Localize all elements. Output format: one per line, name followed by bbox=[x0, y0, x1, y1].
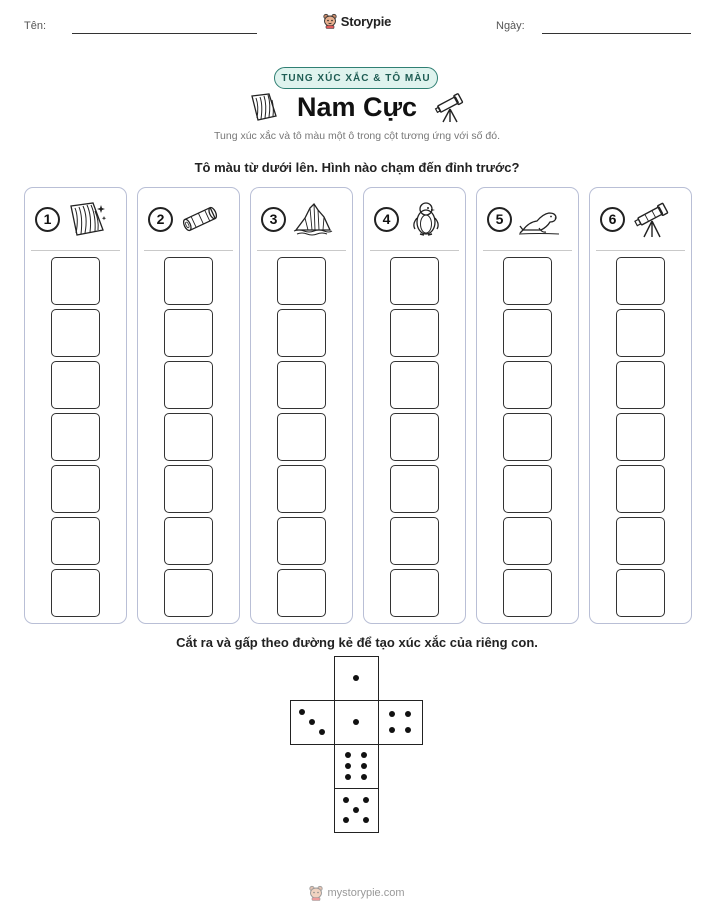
die-pip bbox=[353, 719, 359, 725]
color-cell[interactable] bbox=[277, 309, 326, 357]
number-badge: 4 bbox=[374, 207, 399, 232]
color-cell[interactable] bbox=[51, 257, 100, 305]
column-divider bbox=[596, 250, 685, 251]
color-cell[interactable] bbox=[390, 309, 439, 357]
die-pip bbox=[309, 719, 315, 725]
cell-stack bbox=[503, 257, 552, 621]
color-cell[interactable] bbox=[390, 413, 439, 461]
color-cell[interactable] bbox=[616, 569, 665, 617]
cut-instruction: Cắt ra và gấp theo đường kẻ để tạo xúc xắc của riêng con. bbox=[176, 635, 538, 650]
number-badge: 3 bbox=[261, 207, 286, 232]
die-pip bbox=[361, 752, 367, 758]
cell-stack bbox=[51, 257, 100, 621]
iceberg-icon bbox=[293, 200, 333, 238]
die-pip bbox=[343, 797, 349, 803]
penguin-icon bbox=[406, 200, 446, 238]
name-label: Tên: bbox=[24, 20, 47, 32]
color-cell[interactable] bbox=[503, 361, 552, 409]
die-pip bbox=[363, 817, 369, 823]
color-cell[interactable] bbox=[503, 517, 552, 565]
name-line[interactable] bbox=[72, 33, 257, 34]
column-3 bbox=[250, 187, 353, 624]
telescope-icon bbox=[433, 90, 467, 124]
die-pip bbox=[343, 817, 349, 823]
die-pip bbox=[389, 711, 395, 717]
die-pip bbox=[319, 729, 325, 735]
die-face-5 bbox=[334, 788, 379, 833]
die-pip bbox=[389, 727, 395, 733]
number-badge: 1 bbox=[35, 207, 60, 232]
color-cell[interactable] bbox=[503, 465, 552, 513]
color-cell[interactable] bbox=[164, 257, 213, 305]
subtitle: Tung xúc xắc và tô màu một ô trong cột tương ứng với số đó. bbox=[214, 130, 500, 142]
column-divider bbox=[370, 250, 459, 251]
footer-url[interactable]: mystorypie.com bbox=[327, 887, 405, 899]
die-pip bbox=[405, 727, 411, 733]
storypie-logo-icon bbox=[323, 13, 337, 29]
glacier-icon bbox=[67, 200, 107, 238]
column-4 bbox=[363, 187, 466, 624]
cell-stack bbox=[164, 257, 213, 621]
color-cell[interactable] bbox=[390, 361, 439, 409]
color-cell[interactable] bbox=[616, 257, 665, 305]
die-pip bbox=[299, 709, 305, 715]
activity-tag: TUNG XÚC XẮC & TÔ MÀU bbox=[274, 67, 438, 89]
instruction: Tô màu từ dưới lên. Hình nào chạm đến đỉnh trước? bbox=[194, 160, 520, 175]
glacier-icon bbox=[247, 90, 281, 124]
die-face-6 bbox=[334, 744, 379, 789]
color-cell[interactable] bbox=[503, 569, 552, 617]
seal-icon bbox=[519, 200, 559, 238]
color-cell[interactable] bbox=[616, 465, 665, 513]
column-header bbox=[487, 200, 571, 238]
color-cell[interactable] bbox=[616, 413, 665, 461]
color-cell[interactable] bbox=[503, 257, 552, 305]
color-cell[interactable] bbox=[277, 569, 326, 617]
brand bbox=[0, 13, 714, 29]
die-pip bbox=[361, 763, 367, 769]
cell-stack bbox=[390, 257, 439, 621]
color-cell[interactable] bbox=[616, 309, 665, 357]
die-pip bbox=[353, 807, 359, 813]
color-cell[interactable] bbox=[390, 465, 439, 513]
color-cell[interactable] bbox=[164, 569, 213, 617]
color-cell[interactable] bbox=[277, 257, 326, 305]
die-pip bbox=[361, 774, 367, 780]
color-cell[interactable] bbox=[390, 569, 439, 617]
color-cell[interactable] bbox=[51, 569, 100, 617]
column-divider bbox=[144, 250, 233, 251]
color-cell[interactable] bbox=[616, 517, 665, 565]
die-pip bbox=[405, 711, 411, 717]
die-pip bbox=[363, 797, 369, 803]
cell-stack bbox=[616, 257, 665, 621]
color-cell[interactable] bbox=[51, 361, 100, 409]
color-cell[interactable] bbox=[277, 413, 326, 461]
brand-name: Storypie bbox=[340, 13, 392, 29]
die-pip bbox=[345, 774, 351, 780]
column-header bbox=[261, 200, 345, 238]
ice-core-icon bbox=[180, 200, 220, 238]
die-pip bbox=[345, 752, 351, 758]
page-title: Nam Cực bbox=[296, 91, 418, 122]
column-divider bbox=[31, 250, 120, 251]
color-cell[interactable] bbox=[164, 517, 213, 565]
cell-stack bbox=[277, 257, 326, 621]
column-1 bbox=[24, 187, 127, 624]
column-divider bbox=[257, 250, 346, 251]
die-face-1 bbox=[334, 700, 379, 745]
color-cell[interactable] bbox=[277, 465, 326, 513]
number-badge: 5 bbox=[487, 207, 512, 232]
color-cell[interactable] bbox=[51, 413, 100, 461]
color-cell[interactable] bbox=[164, 309, 213, 357]
die-face-4 bbox=[378, 700, 423, 745]
number-badge: 2 bbox=[148, 207, 173, 232]
die-pip bbox=[353, 675, 359, 681]
die-face-1 bbox=[334, 656, 379, 701]
color-cell[interactable] bbox=[164, 361, 213, 409]
color-cell[interactable] bbox=[51, 465, 100, 513]
telescope-icon bbox=[632, 200, 672, 238]
color-cell[interactable] bbox=[503, 309, 552, 357]
footer bbox=[0, 885, 714, 901]
column-5 bbox=[476, 187, 579, 624]
date-label: Ngày: bbox=[496, 20, 525, 32]
title-row bbox=[0, 90, 714, 124]
die-face-3 bbox=[290, 700, 335, 745]
dice-columns bbox=[24, 187, 690, 624]
color-cell[interactable] bbox=[503, 413, 552, 461]
color-cell[interactable] bbox=[616, 361, 665, 409]
color-cell[interactable] bbox=[51, 309, 100, 357]
column-6 bbox=[589, 187, 692, 624]
date-line[interactable] bbox=[542, 33, 691, 34]
storypie-logo-icon bbox=[309, 885, 323, 901]
die-pip bbox=[345, 763, 351, 769]
die-net bbox=[290, 656, 424, 834]
column-header bbox=[35, 200, 119, 238]
color-cell[interactable] bbox=[390, 517, 439, 565]
number-badge: 6 bbox=[600, 207, 625, 232]
color-cell[interactable] bbox=[164, 465, 213, 513]
column-divider bbox=[483, 250, 572, 251]
column-header bbox=[148, 200, 232, 238]
column-2 bbox=[137, 187, 240, 624]
color-cell[interactable] bbox=[277, 361, 326, 409]
column-header bbox=[374, 200, 458, 238]
color-cell[interactable] bbox=[277, 517, 326, 565]
column-header bbox=[600, 200, 684, 238]
color-cell[interactable] bbox=[51, 517, 100, 565]
color-cell[interactable] bbox=[164, 413, 213, 461]
color-cell[interactable] bbox=[390, 257, 439, 305]
